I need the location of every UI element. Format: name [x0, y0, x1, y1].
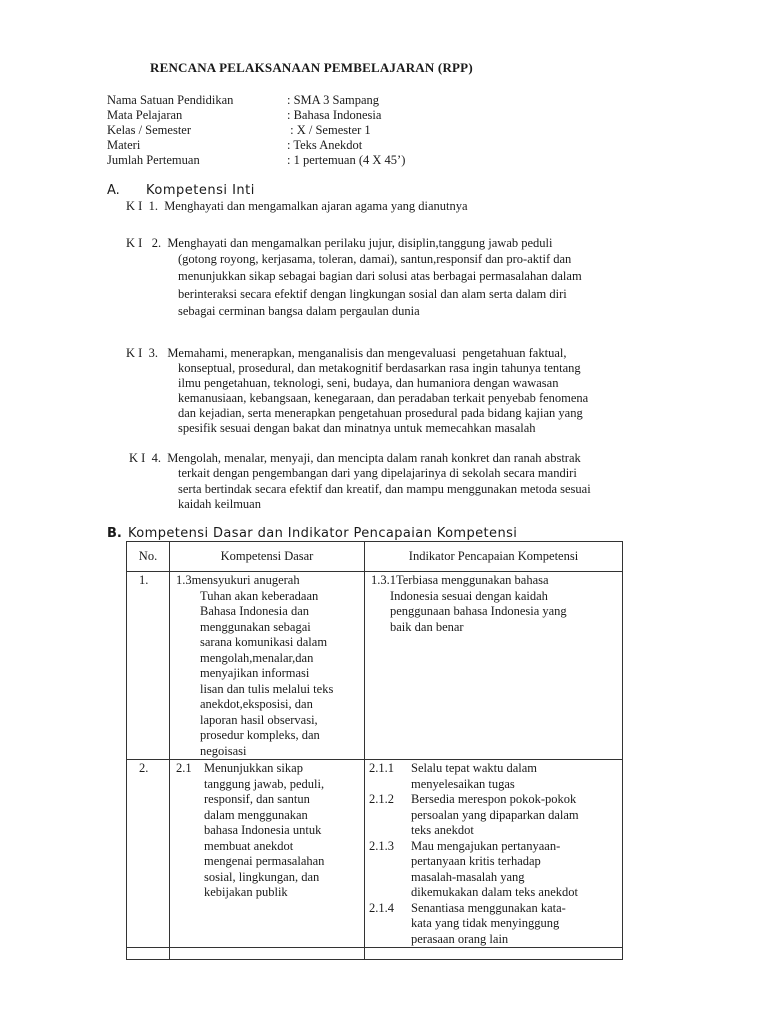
- ki-4-lead: K I 4. Mengolah, menalar, menyaji, dan mencipta dalam ranah konkret dan ranah abstrak: [129, 451, 581, 465]
- kd-cell: [170, 572, 364, 759]
- ki-2-line: berinteraksi secara efektif dengan lingkungan sosial dan alam serta dalam diri: [178, 287, 567, 301]
- kd-line: Tuhan akan keberadaan: [200, 588, 319, 603]
- indicator-line: Senantiasa menggunakan kata-: [411, 900, 566, 915]
- indicator-item: [367, 792, 622, 839]
- kd-line: negoisasi: [200, 743, 247, 758]
- kd-line: tanggung jawab, peduli,: [204, 776, 325, 791]
- kd-line: sarana komunikasi dalam: [200, 635, 328, 649]
- row-number: 2.: [139, 761, 149, 775]
- kd-line: mengenai permasalahan: [204, 854, 325, 868]
- indicator-line: masalah-masalah yang: [411, 869, 525, 884]
- ki-4-line: serta bertindak secara efektif dan kreatif, dan mampu menggunakan metoda sesuai: [178, 482, 591, 496]
- kd-line: mengolah,menalar,dan: [200, 650, 314, 665]
- kd-line: bahasa Indonesia untuk: [204, 823, 322, 837]
- indicator-line: kata yang tidak menyinggung: [411, 916, 560, 930]
- kd-first-line: 1.3mensyukuri anugerah: [176, 573, 300, 587]
- table-row: [127, 572, 623, 760]
- ki-3-line: konseptual, prosedural, dan metakognitif berdasarkan rasa ingin tahunya tentang: [178, 361, 581, 375]
- indicator-item: [367, 839, 622, 901]
- ki-3-line: dan kejadian, serta menerapkan pengetahuan prosedural pada bidang kajian yang: [178, 406, 583, 420]
- indicator-line: Indonesia sesuai dengan kaidah: [390, 588, 548, 603]
- identity-label: Nama Satuan Pendidikan: [107, 93, 234, 107]
- indicator-number: 2.1.2: [369, 792, 394, 806]
- document-title: RENCANA PELAKSANAAN PEMBELAJARAN (RPP): [150, 60, 473, 75]
- kd-line: kebijakan publik: [204, 885, 288, 899]
- indicator-first-line: 1.3.1Terbiasa menggunakan bahasa: [371, 573, 549, 587]
- indicator-line: pertanyaan kritis terhadap: [411, 854, 541, 868]
- kd-line: Bahasa Indonesia dan: [200, 604, 309, 618]
- competency-table: [126, 541, 623, 960]
- indicator-item: [367, 761, 622, 792]
- indicator-cell: [365, 760, 622, 947]
- identity-label: Jumlah Pertemuan: [107, 153, 200, 167]
- empty-cell: [170, 948, 365, 960]
- empty-cell: [127, 948, 170, 960]
- ki-1: K I 1. Menghayati dan mengamalkan ajaran agama yang dianutnya: [126, 199, 468, 213]
- ki-2-line: sebagai cerminan bangsa dalam pergaulan dunia: [178, 304, 420, 318]
- empty-cell: [365, 948, 623, 960]
- header-no: No.: [127, 542, 170, 572]
- indicator-item: [367, 901, 622, 948]
- section-a-letter: A.: [107, 183, 120, 198]
- identity-value: : Teks Anekdot: [287, 138, 363, 152]
- kd-line: membuat anekdot: [204, 838, 294, 853]
- header-indikator: Indikator Pencapaian Kompetensi: [365, 542, 623, 572]
- identity-label: Mata Pelajaran: [107, 108, 183, 122]
- kd-line: menyajikan informasi: [200, 666, 310, 680]
- kd-line: lisan dan tulis melalui teks: [200, 681, 334, 696]
- ki-2-line: menunjukkan sikap sebagai bagian dari solusi atas berbagai permasalahan dalam: [178, 269, 582, 283]
- indicator-line: penggunaan bahasa Indonesia yang: [390, 604, 567, 618]
- indicator-number: 2.1.4: [369, 900, 394, 915]
- row-number: 1.: [139, 573, 149, 587]
- identity-value: : SMA 3 Sampang: [287, 93, 380, 107]
- indicator-number: 2.1.1: [369, 761, 394, 775]
- ki-3-line: spesifik sesuai dengan bakat dan minatnya untuk memecahkan masalah: [178, 421, 536, 435]
- section-b-heading: Kompetensi Dasar dan Indikator Pencapaian Kompetensi: [128, 526, 518, 541]
- indicator-line: dikemukakan dalam teks anekdot: [411, 885, 578, 899]
- kd-line: sosial, lingkungan, dan: [204, 869, 320, 884]
- identity-value: : X / Semester 1: [287, 123, 371, 137]
- kd-line: laporan hasil observasi,: [200, 712, 318, 727]
- ki-3-lead: K I 3. Memahami, menerapkan, menganalisis dan mengevaluasi pengetahuan faktual,: [126, 346, 567, 360]
- ki-2-line: (gotong royong, kerjasama, toleran, damai), santun,responsif dan pro-aktif dan: [178, 252, 572, 266]
- kd-cell: [170, 760, 364, 901]
- kd-line: dalam menggunakan: [204, 807, 308, 822]
- identity-value: : Bahasa Indonesia: [287, 108, 382, 122]
- ki-2-lead: K I 2. Menghayati dan mengamalkan perilaku jujur, disiplin,tanggung jawab peduli: [126, 236, 553, 250]
- header-kompetensi-dasar: Kompetensi Dasar: [170, 542, 365, 572]
- ki-3-line: ilmu pengetahuan, teknologi, seni, budaya, dan humaniora dengan wawasan: [178, 376, 559, 390]
- indicator-cell: [365, 572, 622, 635]
- kd-line: Menunjukkan sikap: [204, 761, 303, 775]
- kd-line: responsif, dan santun: [204, 792, 310, 806]
- indicator-line: baik dan benar: [390, 619, 464, 634]
- indicator-line: persoalan yang dipaparkan dalam: [411, 807, 579, 822]
- table-empty-row: [127, 948, 623, 960]
- indicator-line: Selalu tepat waktu dalam: [411, 761, 538, 775]
- ki-4-line: terkait dengan pengembangan dari yang dipelajarinya di sekolah secara mandiri: [178, 466, 577, 480]
- kd-line: anekdot,eksposisi, dan: [200, 697, 313, 711]
- indicator-line: teks anekdot: [411, 823, 474, 837]
- section-a-heading: Kompetensi Inti: [146, 183, 255, 198]
- indicator-line: menyelesaikan tugas: [411, 776, 515, 791]
- indicator-line: Bersedia merespon pokok-pokok: [411, 792, 577, 806]
- indicator-number: 2.1.3: [369, 838, 394, 853]
- ki-4-line: kaidah keilmuan: [178, 497, 261, 511]
- identity-label: Materi: [107, 138, 141, 152]
- kd-line: menggunakan sebagai: [200, 619, 311, 634]
- kd-line: prosedur kompleks, dan: [200, 728, 320, 742]
- ki-3-line: kemanusiaan, kebangsaan, kenegaraan, dan peradaban terkait penyebab fenomena: [178, 391, 589, 405]
- table-row: [127, 760, 623, 948]
- indicator-line: Mau mengajukan pertanyaan-: [411, 838, 561, 853]
- indicator-line: perasaan orang lain: [411, 931, 509, 946]
- table-header-row: [127, 542, 623, 572]
- section-b-letter: B.: [107, 526, 122, 541]
- identity-label: Kelas / Semester: [107, 123, 192, 137]
- kd-number: 2.1: [176, 761, 192, 775]
- identity-value: : 1 pertemuan (4 X 45’): [287, 153, 406, 167]
